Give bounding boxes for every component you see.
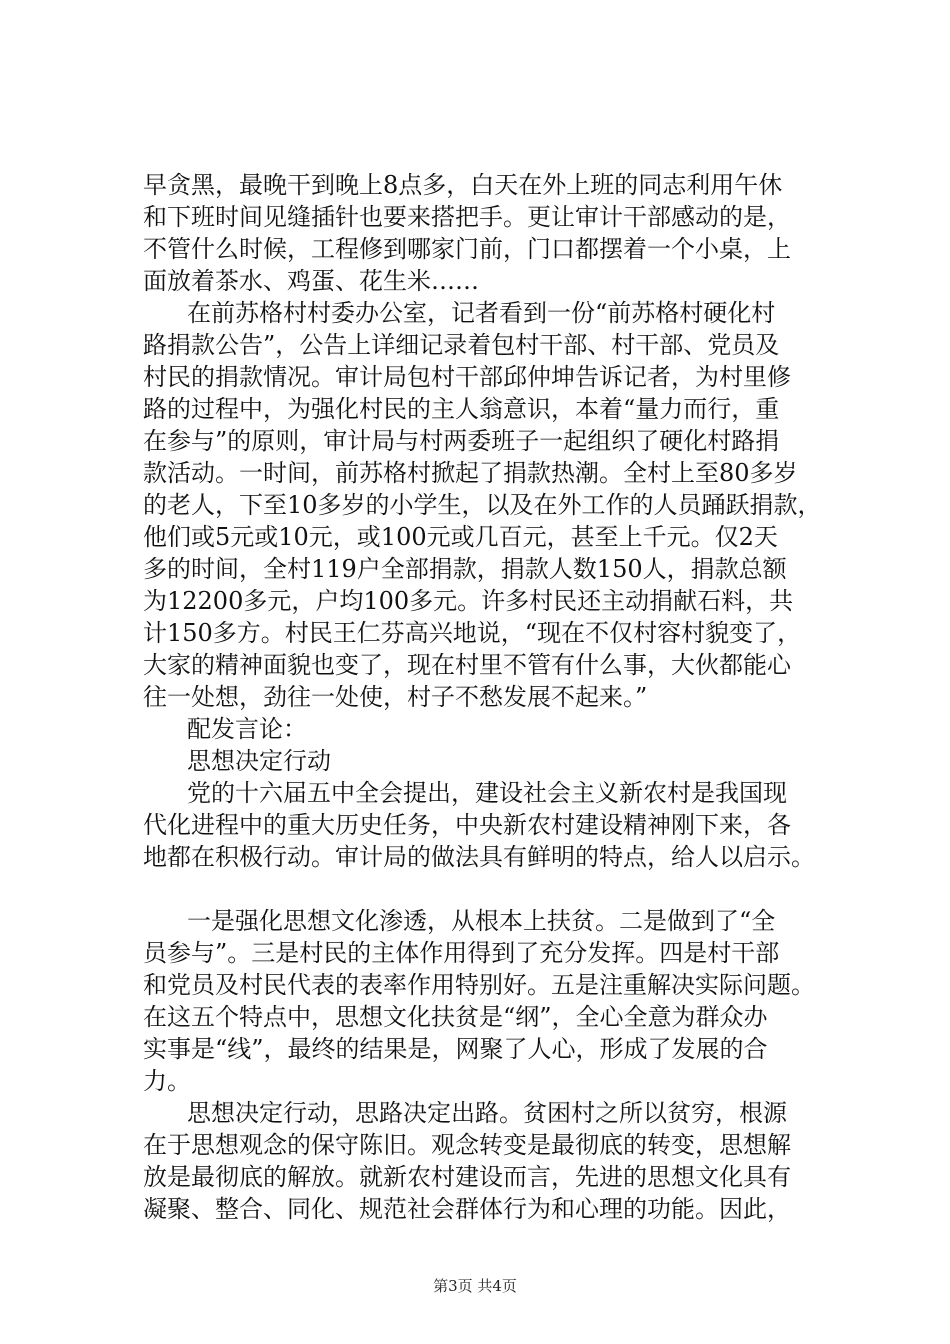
paragraph-line: 力。 (143, 1067, 191, 1095)
editorial-title: 思想决定行动 (187, 747, 331, 775)
paragraph-line: 员参与”。三是村民的主体作用得到了充分发挥。四是村干部 (143, 939, 780, 967)
paragraph-line: 路的过程中，为强化村民的主人翁意识，本着“量力而行，重 (143, 395, 780, 423)
paragraph-line: 往一处想，劲往一处使，村子不愁发展不起来。” (143, 683, 648, 711)
paragraph-line: 路捐款公告”，公告上详细记录着包村干部、村干部、党员及 (143, 331, 780, 359)
paragraph-line: 村民的捐款情况。审计局包村干部邱仲坤告诉记者，为村里修 (143, 363, 791, 391)
paragraph-line: 在这五个特点中，思想文化扶贫是“纲”，全心全意为群众办 (143, 1003, 768, 1031)
paragraph-line: 的老人，下至10多岁的小学生，以及在外工作的人员踊跃捐款， (143, 491, 822, 519)
paragraph-line: 凝聚、整合、同化、规范社会群体行为和心理的功能。因此， (143, 1195, 791, 1223)
paragraph-line: 代化进程中的重大历史任务，中央新农村建设精神刚下来，各 (143, 811, 791, 839)
paragraph-line: 多的时间，全村119户全部捐款，捐款人数150人，捐款总额 (143, 555, 787, 583)
paragraph-line: 地都在积极行动。审计局的做法具有鲜明的特点，给人以启示。 (143, 843, 815, 871)
document-body (143, 169, 843, 1225)
paragraph-line: 为12200多元，户均100多元。许多村民还主动捐献石料，共 (143, 587, 794, 615)
paragraph-line: 实事是“线”，最终的结果是，网聚了人心，形成了发展的合 (143, 1035, 768, 1063)
paragraph-line: 在参与”的原则，审计局与村两委班子一起组织了硬化村路捐 (143, 427, 780, 455)
paragraph-line: 放是最彻底的解放。就新农村建设而言，先进的思想文化具有 (143, 1163, 791, 1191)
paragraph-line: 和下班时间见缝插针也要来搭把手。更让审计干部感动的是， (143, 203, 791, 231)
paragraph-line: 早贪黑，最晚干到晚上8点多，白天在外上班的同志利用午休 (143, 171, 783, 199)
paragraph-line: 在于思想观念的保守陈旧。观念转变是最彻底的转变，思想解 (143, 1131, 791, 1159)
paragraph-line: 大家的精神面貌也变了，现在村里不管有什么事，大伙都能心 (143, 651, 791, 679)
paragraph-line: 党的十六届五中全会提出，建设社会主义新农村是我国现 (187, 779, 787, 807)
paragraph-line: 计150多方。村民王仁芬高兴地说，“现在不仅村容村貌变了， (143, 619, 802, 647)
paragraph-line: 不管什么时候，工程修到哪家门前，门口都摆着一个小桌，上 (143, 235, 791, 263)
paragraph-line: 在前苏格村村委办公室，记者看到一份“前苏格村硬化村 (187, 299, 776, 327)
paragraph-line: 思想决定行动，思路决定出路。贫困村之所以贫穷，根源 (187, 1099, 787, 1127)
paragraph-line: 他们或5元或10元，或100元或几百元，甚至上千元。仅2天 (143, 523, 778, 551)
paragraph-line: 一是强化思想文化渗透，从根本上扶贫。二是做到了“全 (187, 907, 776, 935)
paragraph-line: 面放着茶水、鸡蛋、花生米…… (143, 267, 479, 295)
section-label: 配发言论： (187, 715, 307, 743)
paragraph-gap (143, 873, 843, 905)
paragraph-line: 和党员及村民代表的表率作用特别好。五是注重解决实际问题。 (143, 971, 815, 999)
paragraph-line: 款活动。一时间，前苏格村掀起了捐款热潮。全村上至80多岁 (143, 459, 798, 487)
page-number-footer: 第3页 共4页 (433, 1277, 517, 1295)
